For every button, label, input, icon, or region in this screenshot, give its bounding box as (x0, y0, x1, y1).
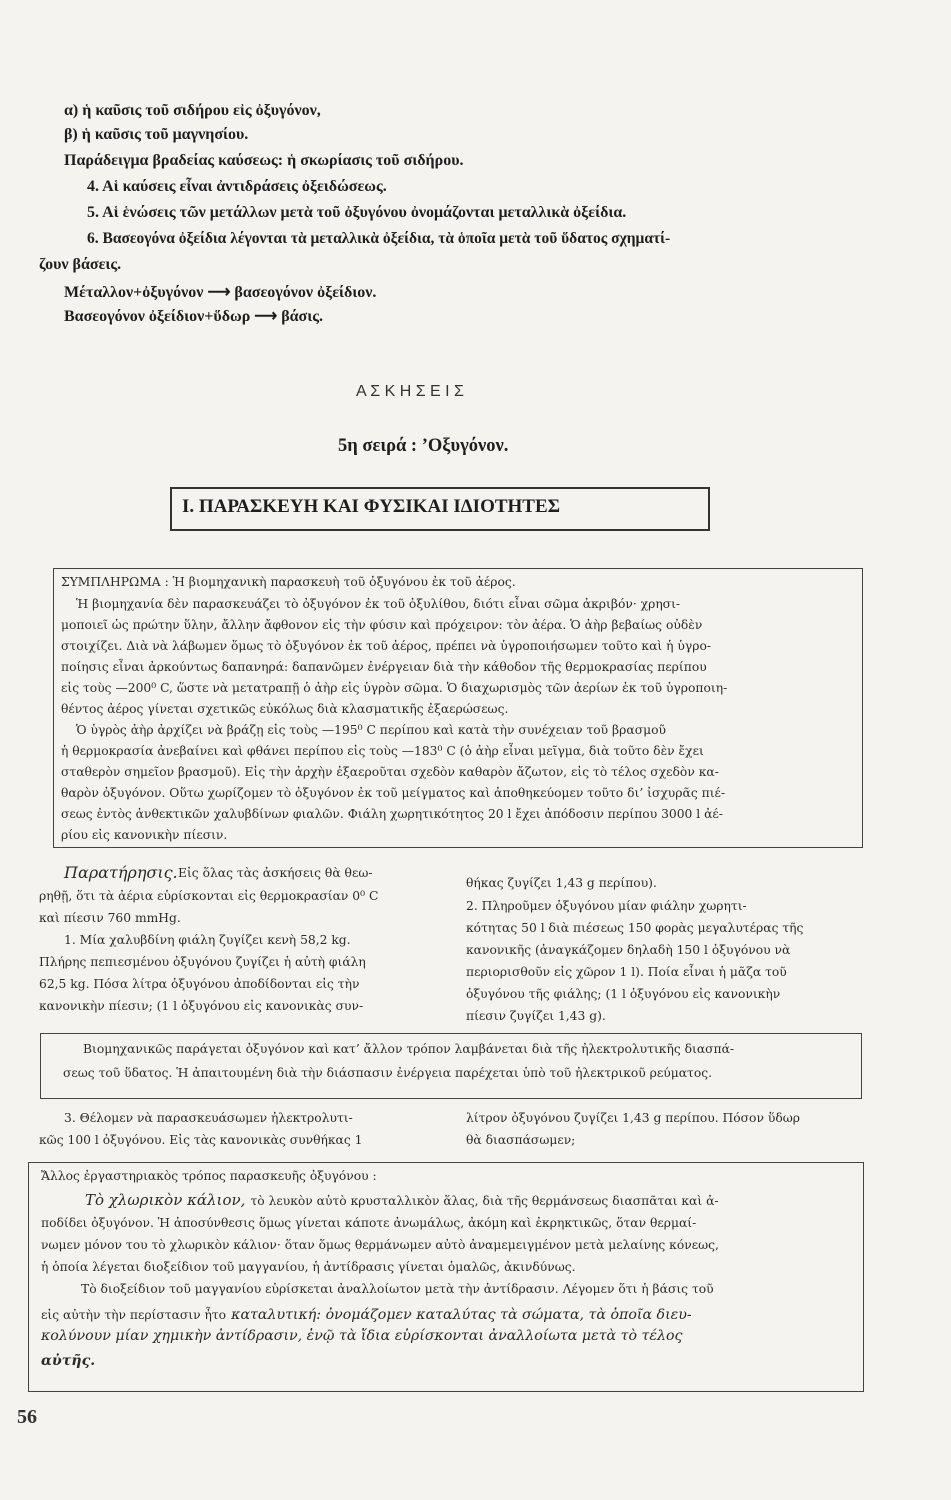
box-line: Ἡ βιομηχανία δὲν παρασκευάζει τὸ ὀξυγόνον ἐκ τοῦ ὀξυλίθου, διότι εἶναι σῶμα ἀκριβόν· χρησι- (76, 597, 681, 611)
note-label: Παρατήρησις. (64, 863, 178, 882)
series-title: 5η σειρά : ’Οξυγόνον. (338, 436, 509, 456)
box-line: Τὸ διοξείδιον τοῦ μαγγανίου εὑρίσκεται ἀναλλοίωτον μετὰ τὴν ἀντίδρασιν. Λέγομεν ὅτι ἡ βάσις τοῦ (81, 1282, 714, 1296)
summary-line: β) ἡ καῦσις τοῦ μαγνησίου. (64, 126, 249, 143)
box-line: ποίησις εἶναι ἀρκούντως δαπανηρά: δαπανῶμεν ἐνέργειαν διὰ τὴν κάθοδον τῆς θερμοκρασίας περίπου (61, 660, 707, 674)
exercise-line: λίτρον ὀξυγόνου ζυγίζει 1,43 g περίπου. Πόσον ὕδωρ (466, 1111, 800, 1125)
exercise-line: κῶς 100 l ὀξυγόνου. Εἰς τὰς κανονικὰς συνθήκας 1 (39, 1133, 363, 1147)
box-line: ἡ ὁποία λέγεται διοξείδιον τοῦ μαγγανίου, ἡ ἀντίδρασις γίνεται ὁμαλῶς, ἀκινδύνως. (41, 1260, 576, 1274)
exercise-line: θήκας ζυγίζει 1,43 g περίπου). (466, 876, 657, 890)
page-number: 56 (17, 1406, 37, 1428)
section-heading: I. ΠΑΡΑΣΚΕΥΗ ΚΑΙ ΦΥΣΙΚΑΙ ΙΔΙΟΤΗΤΕΣ (182, 496, 561, 517)
equation-line: Βασεογόνον ὀξείδιον+ὕδωρ ⟶ βάσις. (64, 308, 323, 325)
italic-line: κολύνουν μίαν χημικὴν ἀντίδρασιν, ἐνῷ τὰ ἴδια εὑρίσκονται ἀναλλοίωτα μετὰ τὸ τέλος (41, 1328, 683, 1344)
summary-line: α) ἡ καῦσις τοῦ σιδήρου εἰς ὀξυγόνον, (64, 102, 321, 119)
exercise-line: κανονικῆς (ἀναγκάζομεν δηλαδὴ 150 l ὀξυγόνου νὰ (466, 943, 791, 957)
exercises-title: Α Σ Κ Η Σ Ε Ι Σ (356, 383, 464, 400)
box-line: ἡ θερμοκρασία ἀνεβαίνει καὶ φθάνει περίπου εἰς τοὺς —183⁰ C (ὁ ἀὴρ εἶναι μεῖγμα, διὰ τοῦτο δὲν ἔχει (61, 744, 704, 758)
box-text: τὸ λευκὸν αὐτὸ κρυσταλλικὸν ἅλας, διὰ τῆς θερμάνσεως διασπᾶται καὶ ἀ- (250, 1194, 719, 1208)
box-line: σταθερὸν σημεῖον βρασμοῦ). Εἰς τὴν ἀρχὴν ἐξαεροῦται σχεδὸν καθαρὸν ἄζωτον, εἰς τὸ τέλος σχεδὸν κα- (61, 765, 719, 779)
box-line: Ὁ ὑγρὸς ἀὴρ ἀρχίζει νὰ βράζῃ εἰς τοὺς —195⁰ C περίπου καὶ κατὰ τὴν συνέχειαν τοῦ βρασμοῦ (76, 723, 666, 737)
box-line: μοποιεῖ ὡς πρώτην ὕλην, ἄλλην ἄφθονον εἰς τὴν φύσιν καὶ πρόχειρον: τὸν ἀέρα. Ὁ ἀὴρ βεβαίως οὐδὲν (61, 618, 703, 632)
exercise-line: κότητας 50 l διὰ πιέσεως 150 φορὰς μεγαλυτέρας τῆς (466, 921, 804, 935)
note-line: καὶ πίεσιν 760 mmHg. (39, 911, 181, 925)
box-line: ΣΥΜΠΛΗΡΩΜΑ : Ἡ βιομηχανικὴ παρασκευὴ τοῦ ὀξυγόνου ἐκ τοῦ ἀέρος. (61, 575, 516, 589)
box-line: εἰς τοὺς —200⁰ C, ὥστε νὰ μετατραπῇ ὁ ἀὴρ εἰς ὑγρὸν σῶμα. Ὁ διαχωρισμὸς τῶν ἀερίων ἐκ τοῦ ὑγροποιη- (61, 681, 728, 695)
box-line (41, 1304, 692, 1323)
box-title: Ἄλλος ἐργαστηριακὸς τρόπος παρασκευῆς ὀξυγόνου : (41, 1169, 377, 1183)
summary-line: 5. Αἱ ἑνώσεις τῶν μετάλλων μετὰ τοῦ ὀξυγόνου ὀνομάζονται μεταλλικὰ ὀξείδια. (87, 204, 627, 221)
box-line: σεως ἐντὸς ἀνθεκτικῶν χαλυβδίνων φιαλῶν. Φιάλη χωρητικότητος 20 l ἔχει ἀπόδοσιν περίπου 3000 l ἀέ- (61, 807, 723, 821)
box-line: θέντος ἀέρος γίνεται σχετικῶς εὐκόλως διὰ κλασματικῆς ἐξαερώσεως. (61, 702, 509, 716)
italic-line: αὐτῆς. (41, 1353, 96, 1369)
summary-line: 4. Αἱ καύσεις εἶναι ἀντιδράσεις ὀξειδώσεως. (87, 178, 387, 195)
box-line: ρίου εἰς κανονικὴν πίεσιν. (61, 828, 228, 842)
exercise-line: 2. Πληροῦμεν ὀξυγόνου μίαν φιάλην χωρητι- (466, 899, 747, 913)
exercise-line: θὰ διασπάσωμεν; (466, 1133, 576, 1147)
italic-term: Τὸ χλωρικὸν κάλιον, (85, 1191, 246, 1209)
lab-method-box (28, 1162, 864, 1392)
section-heading-box (170, 487, 710, 531)
box-line: Βιομηχανικῶς παράγεται ὀξυγόνον καὶ κατ’ ἄλλον τρόπον λαμβάνεται διὰ τῆς ἠλεκτρολυτικῆς διασπά- (83, 1042, 735, 1056)
summary-line: Παράδειγμα βραδείας καύσεως: ἡ σκωρίασις τοῦ σιδήρου. (64, 152, 464, 169)
note-line: ρηθῇ, ὅτι τὰ ἀέρια εὑρίσκονται εἰς θερμοκρασίαν 0⁰ C (39, 889, 379, 903)
equation-line: Μέταλλον+ὀξυγόνον ⟶ βασεογόνον ὀξείδιον. (64, 284, 377, 301)
exercise-line: περιορισθοῦν εἰς χῶρον 1 l). Ποία εἶναι ἡ μᾶζα τοῦ (466, 965, 787, 979)
box-line: στοιχίζει. Διὰ νὰ λάβωμεν ὅμως τὸ ὀξυγόνον ἐκ τοῦ ἀέρος, πρέπει νὰ ὑγροποιήσωμεν τοῦτο καὶ ἡ ὑγρο- (61, 639, 712, 653)
box-text: εἰς αὐτὴν τὴν περίστασιν ἦτο (41, 1308, 227, 1322)
exercise-line: κανονικὴν πίεσιν; (1 l ὀξυγόνου εἰς κανονικὰς συν- (39, 999, 364, 1013)
box-line (85, 1190, 719, 1209)
note-line: Εἰς ὅλας τὰς ἀσκήσεις θὰ θεω- (178, 866, 373, 880)
summary-line: 6. Βασεογόνα ὀξείδια λέγονται τὰ μεταλλικὰ ὀξείδια, τὰ ὁποῖα μετὰ τοῦ ὕδατος σχηματί- (87, 230, 671, 247)
italic-text: καταλυτική: ὀνομάζομεν καταλύτας τὰ σώματα, τὰ ὁποῖα διευ- (231, 1307, 692, 1323)
exercise-line: 62,5 kg. Πόσα λίτρα ὀξυγόνου ἀποδίδονται εἰς τὴν (39, 977, 360, 991)
summary-line: ζουν βάσεις. (39, 256, 122, 273)
exercise-line: πίεσιν ζυγίζει 1,43 g). (466, 1009, 606, 1023)
box-line: σεως τοῦ ὕδατος. Ἡ ἀπαιτουμένη διὰ τὴν διάσπασιν ἐνέργεια παρέχεται ὑπὸ τοῦ ἠλεκτρικοῦ ρεύματος. (63, 1066, 713, 1080)
exercise-line: 3. Θέλομεν νὰ παρασκευάσωμεν ἠλεκτρολυτι- (64, 1111, 353, 1125)
supplement-box (53, 568, 863, 848)
box-line: νωμεν μόνον του τὸ χλωρικὸν κάλιον· ὅταν ὅμως θερμάνωμεν αὐτὸ ἀναμεμειγμένον μετὰ μελαίνης κόνεως, (41, 1238, 719, 1252)
exercise-line: ὀξυγόνου τῆς φιάλης; (1 l ὀξυγόνου εἰς κανονικὴν (466, 987, 781, 1001)
exercise-line: Πλήρης πεπιεσμένου ὀξυγόνου ζυγίζει ἡ αὐτὴ φιάλη (39, 955, 366, 969)
box-line: ποδίδει ὀξυγόνον. Ἡ ἀποσύνθεσις ὅμως γίνεται κάποτε ἀνωμάλως, ἀκόμη καὶ ἐκρηκτικῶς, ὅταν θερμαί- (41, 1216, 697, 1230)
box-line: θαρὸν ὀξυγόνον. Οὕτω χωρίζομεν τὸ ὀξυγόνον ἐκ τοῦ μείγματος καὶ ἀποθηκεύομεν τοῦτο δι’ ἰσχυρᾶς πιέ- (61, 786, 726, 800)
electrolysis-box (40, 1033, 862, 1099)
exercise-line: 1. Μία χαλυβδίνη φιάλη ζυγίζει κενὴ 58,2 kg. (64, 933, 351, 947)
